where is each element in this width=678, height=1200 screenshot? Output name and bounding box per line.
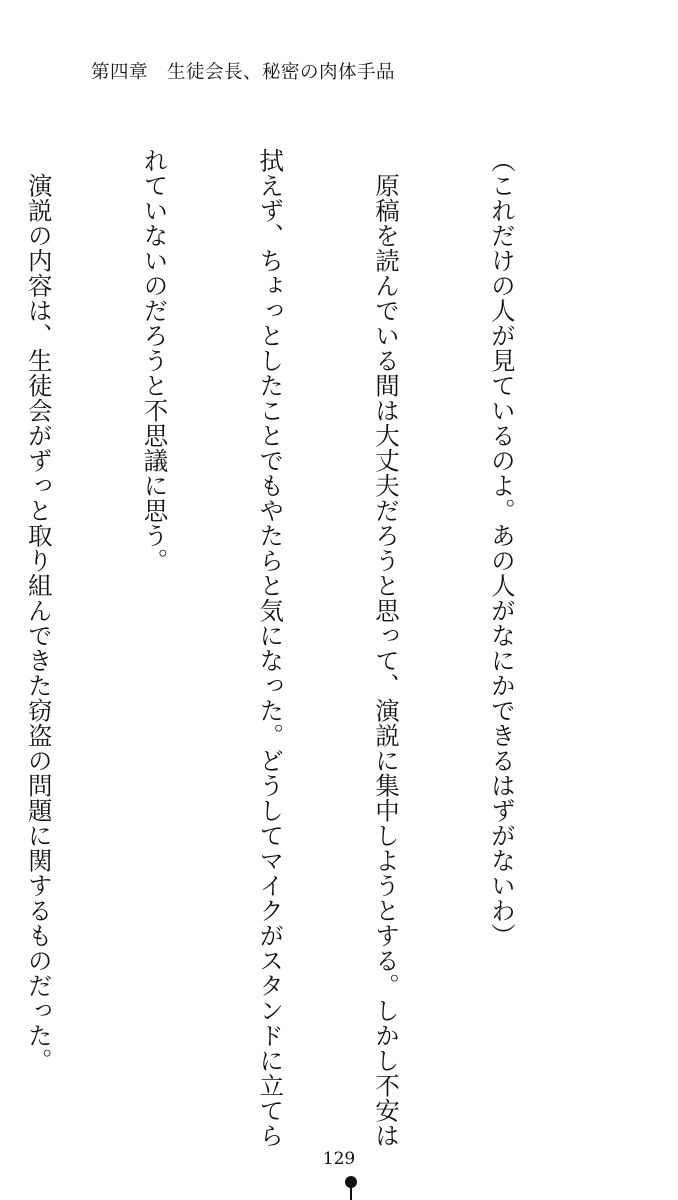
vertical-text-body <box>0 148 598 1148</box>
text-line: 拭えず、ちょっとしたことでもやたらと気になった。どうしてマイクがスタンドに立てら <box>256 148 286 1148</box>
text-line: れていないのだろうと不思議に思う。 <box>140 148 170 573</box>
page-number: 129 <box>322 1149 356 1169</box>
text-line: （これだけの人が見ているのよ。あの人がなにかできるはずがないわ） <box>487 148 517 948</box>
page-marker-icon <box>345 1176 357 1200</box>
text-line: 演説の内容は、生徒会がずっと取り組んできた窃盗の問題に関するものだった。 <box>24 148 54 1073</box>
text-line: 原稿を読んでいる間は大丈夫だろうと思って、演説に集中しようとする。しかし不安は <box>372 148 402 1148</box>
running-header: 第四章 生徒会長、秘密の肉体手品 <box>91 62 396 83</box>
page-marker-stem <box>350 1186 352 1200</box>
